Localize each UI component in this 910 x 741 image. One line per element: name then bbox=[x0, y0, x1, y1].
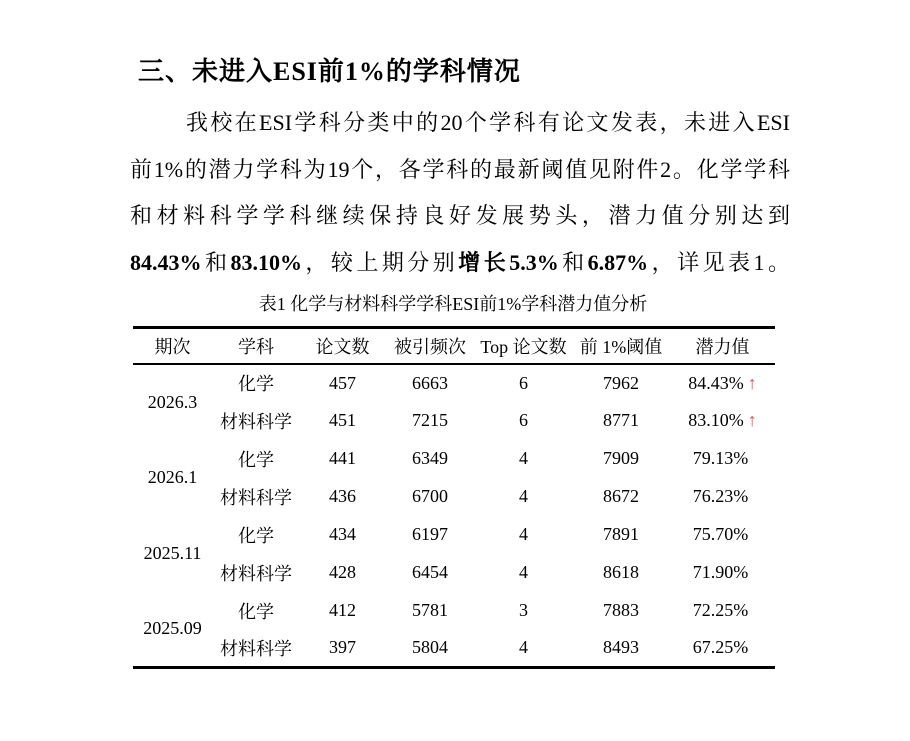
stat-chem-potential: 84.43% bbox=[130, 249, 202, 275]
potential-value: 83.10% bbox=[688, 410, 744, 430]
cell-threshold: 8493 bbox=[603, 637, 639, 658]
header-cell-citations: 被引频次 bbox=[385, 328, 475, 364]
body-paragraph bbox=[130, 100, 790, 286]
plain-text: ，较上期分别 bbox=[301, 249, 459, 275]
cell-subject: 材料科学 bbox=[220, 563, 292, 584]
cell-top-papers: 6 bbox=[519, 410, 528, 430]
table-row bbox=[133, 478, 775, 516]
cell-papers: 397 bbox=[329, 637, 356, 658]
potential-value: 76.23% bbox=[692, 486, 749, 506]
header-cell-period: 期次 bbox=[133, 328, 212, 364]
cell-subject: 材料科学 bbox=[220, 638, 292, 659]
cell-top-papers: 4 bbox=[519, 486, 528, 506]
cell-top-papers: 4 bbox=[519, 448, 528, 468]
paragraph-line-3: 和材料科学学科继续保持良好发展势头，潜力值分别达到 bbox=[130, 203, 790, 228]
header-cell-subject: 学科 bbox=[212, 328, 300, 364]
cell-potential bbox=[670, 516, 775, 554]
plain-text: ，详见表1。 bbox=[648, 249, 790, 275]
cell-potential bbox=[670, 592, 775, 630]
cell-subject: 化学 bbox=[238, 525, 274, 546]
cell-period: 2025.11 bbox=[143, 543, 202, 563]
paragraph-line-1: 我校在ESI学科分类中的20个学科有论文发表，未进入ESI bbox=[186, 110, 790, 135]
stat-material-potential: 83.10% bbox=[230, 249, 302, 275]
cell-threshold: 7909 bbox=[603, 448, 639, 468]
trend-up-icon: ↑ bbox=[747, 410, 757, 430]
cell-citations: 5804 bbox=[412, 637, 448, 658]
cell-threshold: 7883 bbox=[603, 600, 639, 620]
cell-papers: 434 bbox=[329, 524, 356, 544]
potential-value: 67.25% bbox=[692, 637, 749, 658]
cell-top-papers: 4 bbox=[519, 637, 528, 658]
cell-potential bbox=[670, 478, 775, 516]
cell-citations: 6663 bbox=[412, 372, 448, 393]
potential-value: 84.43% bbox=[688, 372, 744, 393]
cell-threshold: 8672 bbox=[603, 486, 639, 506]
cell-papers: 436 bbox=[329, 486, 356, 506]
table-row bbox=[133, 402, 775, 440]
conjunction: 和 bbox=[201, 249, 231, 275]
paragraph-line-2: 前1%的潜力学科为19个，各学科的最新阈值见附件2。化学学科 bbox=[130, 156, 790, 182]
header-cell-papers: 论文数 bbox=[300, 328, 385, 364]
cell-citations: 6454 bbox=[412, 562, 448, 582]
table-caption: 表1 化学与材料科学学科ESI前1%学科潜力值分析 bbox=[258, 294, 648, 314]
cell-subject: 材料科学 bbox=[220, 411, 292, 432]
potential-table bbox=[133, 326, 775, 669]
cell-period: 2026.3 bbox=[147, 391, 198, 412]
stat-chem-growth: 增长5.3% bbox=[458, 249, 559, 275]
table-row bbox=[133, 554, 775, 592]
conjunction: 和 bbox=[558, 249, 588, 275]
cell-potential bbox=[670, 554, 775, 592]
cell-top-papers: 4 bbox=[519, 524, 528, 544]
cell-subject: 化学 bbox=[238, 374, 274, 394]
cell-threshold: 7962 bbox=[603, 372, 639, 393]
cell-papers: 451 bbox=[329, 410, 356, 430]
header-cell-top-papers: Top 论文数 bbox=[475, 328, 572, 364]
stat-material-growth: 6.87% bbox=[587, 249, 649, 275]
cell-top-papers: 3 bbox=[519, 600, 528, 620]
cell-subject: 材料科学 bbox=[220, 487, 292, 508]
cell-potential bbox=[670, 440, 775, 478]
cell-citations: 6349 bbox=[412, 448, 448, 468]
cell-threshold: 7891 bbox=[603, 524, 639, 544]
table-row bbox=[133, 440, 775, 478]
table-header-row bbox=[133, 328, 775, 364]
header-cell-threshold: 前 1%阈值 bbox=[572, 328, 670, 364]
cell-citations: 6700 bbox=[412, 486, 448, 506]
cell-subject: 化学 bbox=[238, 449, 274, 470]
cell-papers: 457 bbox=[329, 372, 356, 393]
cell-papers: 441 bbox=[329, 448, 356, 468]
cell-subject: 化学 bbox=[238, 601, 274, 622]
table-row bbox=[133, 592, 775, 630]
cell-potential bbox=[670, 364, 775, 402]
cell-papers: 428 bbox=[329, 562, 356, 582]
potential-value: 71.90% bbox=[692, 562, 749, 582]
document-page bbox=[130, 0, 790, 669]
potential-value: 72.25% bbox=[692, 600, 749, 620]
trend-up-icon: ↑ bbox=[747, 372, 757, 393]
potential-value: 79.13% bbox=[692, 448, 749, 468]
table-row bbox=[133, 630, 775, 668]
table-row bbox=[133, 516, 775, 554]
cell-top-papers: 4 bbox=[519, 562, 528, 582]
header-cell-potential: 潜力值 bbox=[670, 328, 775, 364]
paragraph-line-4 bbox=[130, 240, 790, 287]
potential-value: 75.70% bbox=[692, 524, 749, 544]
cell-potential bbox=[670, 630, 775, 668]
cell-papers: 412 bbox=[329, 600, 356, 620]
section-heading: 三、未进入ESI前1%的学科情况 bbox=[138, 57, 521, 86]
cell-threshold: 8618 bbox=[603, 562, 639, 582]
cell-threshold: 8771 bbox=[603, 410, 639, 430]
table-row bbox=[133, 364, 775, 402]
cell-citations: 5781 bbox=[412, 600, 448, 620]
cell-period: 2025.09 bbox=[143, 618, 202, 639]
cell-period: 2026.1 bbox=[147, 467, 198, 487]
cell-citations: 7215 bbox=[412, 410, 448, 430]
cell-citations: 6197 bbox=[412, 524, 448, 544]
cell-potential bbox=[670, 402, 775, 440]
cell-top-papers: 6 bbox=[519, 372, 528, 393]
